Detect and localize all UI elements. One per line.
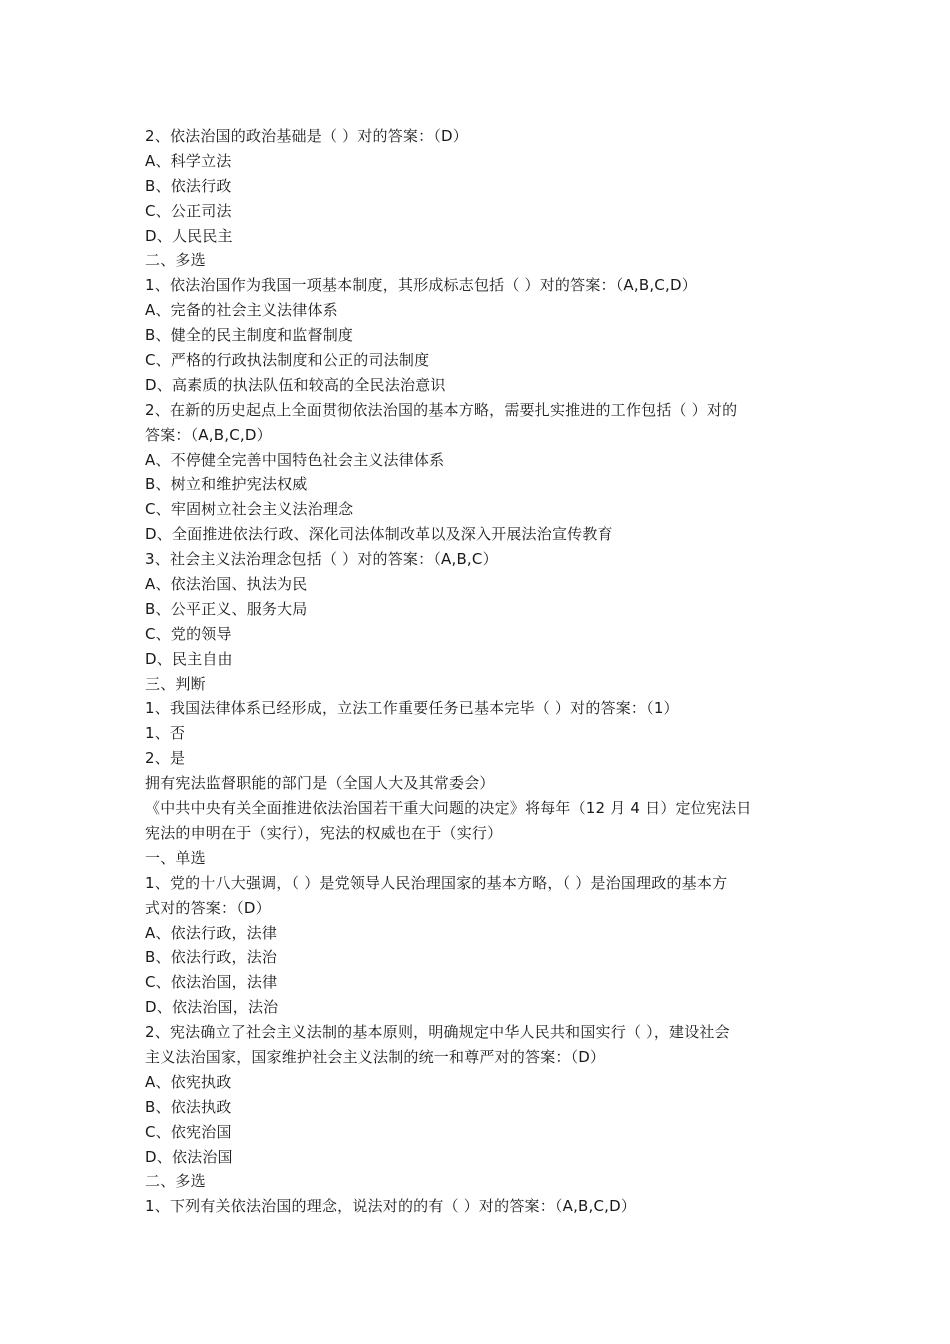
question-line: 3、社会主义法治理念包括（ ）对的答案：（A,B,C） xyxy=(145,550,498,569)
option-line: 1、否 xyxy=(145,724,186,743)
option-line: D、高素质的执法队伍和较高的全民法治意识 xyxy=(145,375,446,394)
option-line: A、依法行政，法律 xyxy=(145,923,278,942)
option-line: A、依宪执政 xyxy=(145,1072,232,1091)
question-line-continued: 主义法治国家，国家维护社会主义法制的统一和尊严对的答案：（D） xyxy=(145,1047,606,1066)
option-line: A、不停健全完善中国特色社会主义法律体系 xyxy=(145,450,445,469)
section-heading: 三、判断 xyxy=(145,674,206,693)
option-line: B、健全的民主制度和监督制度 xyxy=(145,326,354,345)
section-heading: 二、多选 xyxy=(145,251,206,270)
option-line: C、依法治国，法律 xyxy=(145,973,278,992)
option-line: B、依法行政 xyxy=(145,176,232,195)
option-line: A、科学立法 xyxy=(145,151,232,170)
option-line: B、依法执政 xyxy=(145,1097,232,1116)
fact-line: 拥有宪法监督职能的部门是（全国人大及其常委会） xyxy=(145,774,495,793)
question-line: 1、下列有关依法治国的理念，说法对的的有（ ）对的答案：（A,B,C,D） xyxy=(145,1197,637,1216)
option-line: D、全面推进依法行政、深化司法体制改革以及深入开展法治宣传教育 xyxy=(145,525,613,544)
option-line: C、依宪治国 xyxy=(145,1122,232,1141)
question-line-continued: 答案：（A,B,C,D） xyxy=(145,425,272,444)
option-line: B、公平正义、服务大局 xyxy=(145,599,308,618)
option-line: C、党的领导 xyxy=(145,624,232,643)
fact-line: 《中共中央有关全面推进依法治国若干重大问题的决定》将每年（12 月 4 日）定位宪法日 xyxy=(145,799,752,818)
question-line: 1、党的十八大强调，（ ）是党领导人民治理国家的基本方略，（ ）是治国理政的基本方 xyxy=(145,873,728,892)
option-line: D、依法治国，法治 xyxy=(145,998,279,1017)
question-line: 1、我国法律体系已经形成，立法工作重要任务已基本完毕（ ）对的答案：（1） xyxy=(145,699,679,718)
option-line: 2、是 xyxy=(145,749,186,768)
option-line: C、严格的行政执法制度和公正的司法制度 xyxy=(145,351,430,370)
option-line: D、依法治国 xyxy=(145,1147,233,1166)
option-line: D、民主自由 xyxy=(145,649,233,668)
document-page xyxy=(145,124,813,1219)
option-line: B、依法行政，法治 xyxy=(145,948,278,967)
option-line: B、树立和维护宪法权威 xyxy=(145,475,308,494)
section-heading: 二、多选 xyxy=(145,1172,206,1191)
option-line: A、依法治国、执法为民 xyxy=(145,575,308,594)
option-line: C、牢固树立社会主义法治理念 xyxy=(145,500,354,519)
option-line: D、人民民主 xyxy=(145,226,233,245)
option-line: C、公正司法 xyxy=(145,201,232,220)
fact-line: 宪法的申明在于（实行），宪法的权威也在于（实行） xyxy=(145,823,503,842)
option-line: A、完备的社会主义法律体系 xyxy=(145,301,338,320)
question-line-continued: 式对的答案：（D） xyxy=(145,898,271,917)
question-line: 2、宪法确立了社会主义法制的基本原则，明确规定中华人民共和国实行（ ），建设社会 xyxy=(145,1023,730,1042)
question-line: 1、依法治国作为我国一项基本制度，其形成标志包括（ ）对的答案：（A,B,C,D） xyxy=(145,276,697,295)
question-line: 2、依法治国的政治基础是（ ）对的答案：（D） xyxy=(145,127,468,145)
section-heading: 一、单选 xyxy=(145,848,206,867)
question-line: 2、在新的历史起点上全面贯彻依法治国的基本方略，需要扎实推进的工作包括（ ）对的 xyxy=(145,400,738,419)
